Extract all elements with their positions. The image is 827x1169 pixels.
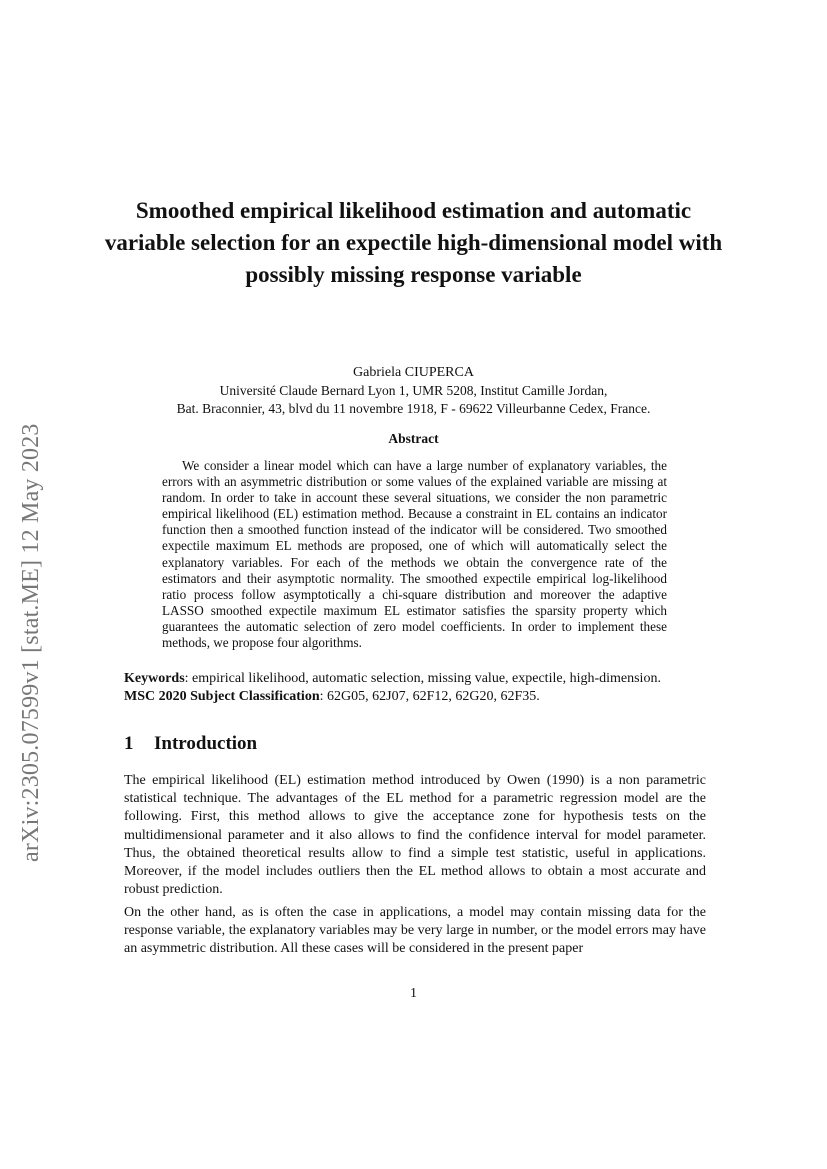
msc-line xyxy=(124,688,706,706)
section-title: Introduction xyxy=(154,733,258,754)
msc-text: : 62G05, 62J07, 62F12, 62G20, 62F35. xyxy=(319,689,540,704)
author-affiliation-line1: Université Claude Bernard Lyon 1, UMR 5208, Institut Camille Jordan, xyxy=(219,383,608,398)
keywords-text: : empirical likelihood, automatic selection, missing value, expectile, high-dimension. xyxy=(184,671,661,686)
abstract-heading: Abstract xyxy=(388,431,439,446)
section-heading-introduction xyxy=(124,733,257,755)
arxiv-identifier-stamp: arXiv:2305.07599v1 [stat.ME] 12 May 2023 xyxy=(18,423,44,862)
abstract-text: We consider a linear model which can have a large number of explanatory variables, the errors with an asymmetric distribution or some values of the explained variable are missing at random. In order to take in account these several situations, we consider the non parametric empirical likelihood (EL) estimation method. Because a constraint in EL contains an indicator function then a smoothed function instead of the indicator will be considered. Two smoothed expectile maximum EL methods are proposed, one of which will automatically select the explanatory variables. For each of the methods we obtain the convergence rate of the estimators and their asymptotic normality. The smoothed expectile empirical log-likelihood ratio process follow asymptotically a chi-square distribution and moreover the adaptive LASSO smoothed expectile maximum EL estimator satisfies the sparsity property which guarantees the automatic selection of zero model coefficients. In order to implement these methods, we propose four algorithms. xyxy=(162,458,667,651)
keywords-block xyxy=(124,670,706,706)
intro-paragraph-2: On the other hand, as is often the case in applications, a model may contain missing data for the response variable, the explanatory variables may be very large in number, or the model errors may have an asymmetric distribution. All these cases will be considered in the present paper xyxy=(124,905,706,957)
keywords-line xyxy=(124,670,706,688)
author-affiliation-line2: Bat. Braconnier, 43, blvd du 11 novembre 1918, F - 69622 Villeurbanne Cedex, France. xyxy=(176,401,651,416)
msc-label: MSC 2020 Subject Classification xyxy=(124,689,320,704)
author-name: Gabriela CIUPERCA xyxy=(353,365,474,380)
intro-paragraph-1: The empirical likelihood (EL) estimation method introduced by Owen (1990) is a non parametric statistical technique. The advantages of the EL method for a parametric regression model are the following. First, this method allows to give the acceptance zone for hypothesis tests on the multidimensional parameter and it also allows to find the confidence interval for model parameter. Thus, the obtained theoretical results allow to find a simple test statistic, useful in applications. Moreover, if the model includes outliers then the EL method allows to obtain a most accurate and robust prediction. xyxy=(124,773,706,898)
paper-title: Smoothed empirical likelihood estimation and automatic variable selection for an expectile high-dimensional model with possibly missing response variable xyxy=(104,198,723,287)
section-number: 1 xyxy=(124,733,134,754)
keywords-label: Keywords xyxy=(124,671,185,686)
page-number: 1 xyxy=(410,986,417,1001)
